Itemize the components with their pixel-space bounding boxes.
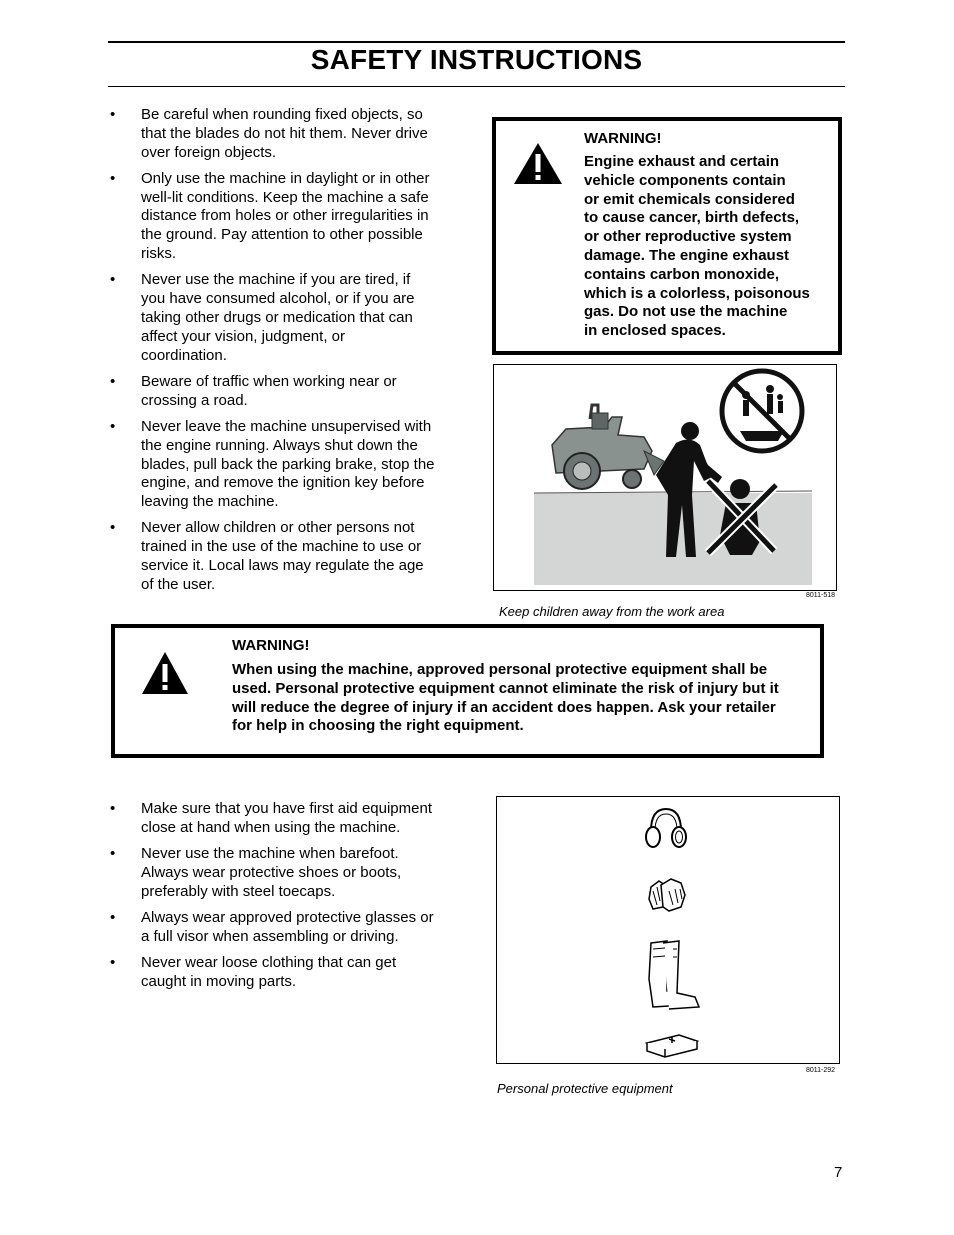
list-item: • Only use the machine in daylight or in other well-lit conditions. Keep the machine a safe distance from holes or other irregularities in the ground. Pay attention to other possible risks. <box>110 169 430 263</box>
list-item: • Never allow children or other persons not trained in the use of the machine to use or service it. Local laws may regulate the age of the user. <box>110 519 424 593</box>
list-item: • Make sure that you have first aid equipment close at hand when using the machine. <box>110 800 432 836</box>
list-item: • Never leave the machine unsupervised with the engine running. Always shut down the blades, pull back the parking brake, stop the engine, and remove the ignition key before leaving the machine. <box>110 417 435 511</box>
list-item: • Never use the machine if you are tired, if you have consumed alcohol, or if you are taking other drugs or medication that can affect your vision, judgment, or coordination. <box>110 271 415 364</box>
warning-title: WARNING! <box>584 130 662 147</box>
list-item: • Beware of traffic when working near or crossing a road. <box>110 372 397 409</box>
header-rule-bottom <box>108 86 845 87</box>
warning-triangle-icon <box>140 650 190 696</box>
list-item: • Always wear approved protective glasses or a full visor when assembling or driving. <box>110 908 434 945</box>
gloves-icon <box>647 877 689 913</box>
list-item: • Never use the machine when barefoot. Always wear protective shoes or boots, preferably with steel toecaps. <box>110 845 402 900</box>
figure-caption: Keep children away from the work area <box>499 604 725 619</box>
list-item: • Be careful when rounding fixed objects, so that the blades do not hit them. Never drive over foreign objects. <box>110 106 428 161</box>
page-number: 7 <box>834 1164 843 1181</box>
header-rule-top <box>108 41 845 43</box>
figure-caption: Personal protective equipment <box>497 1081 673 1096</box>
ear-protection-icon <box>643 805 689 851</box>
warning-box-protective-equipment <box>111 624 824 758</box>
bullet-list-top <box>110 106 435 602</box>
boots-icon <box>643 939 703 1011</box>
warning-triangle-icon <box>512 141 564 186</box>
warning-text: When using the machine, approved personal protective equipment shall be used. Personal protective equipment cannot eliminate the risk of injury but it will reduce the degree of injury if an accident does happen. Ask your retailer for help in choosing the right equipment. <box>232 661 779 735</box>
page-title: SAFETY INSTRUCTIONS <box>310 44 643 75</box>
list-item: • Never wear loose clothing that can get caught in moving parts. <box>110 954 397 990</box>
figure-protective-equipment <box>496 796 840 1064</box>
warning-title: WARNING! <box>232 637 310 654</box>
first-aid-kit-icon <box>645 1031 699 1059</box>
no-people-sign-icon <box>722 371 802 451</box>
bullet-list-bottom <box>110 800 440 999</box>
mower-icon <box>552 405 664 489</box>
mower-children-illustration <box>494 365 836 590</box>
figure-code: 8011-518 <box>806 592 836 599</box>
figure-children-away <box>493 364 837 591</box>
figure-code: 8011-292 <box>806 1067 836 1074</box>
warning-text: Engine exhaust and certain vehicle components contain or emit chemicals considered to cause cancer, birth defects, or other reproductive system damage. The engine exhaust contains carbon monoxide, which is a colorless, poisonous gas. Do not use the machine in enclosed spaces. <box>584 153 810 340</box>
warning-box-exhaust <box>492 117 842 355</box>
